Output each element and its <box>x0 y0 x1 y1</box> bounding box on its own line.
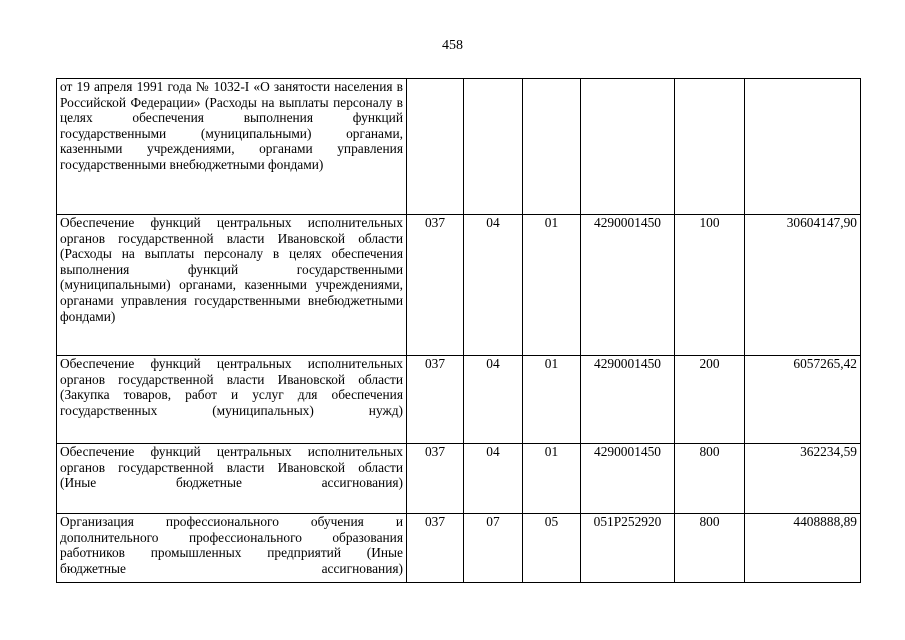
section-code <box>464 79 523 215</box>
admin-code: 037 <box>407 215 464 356</box>
admin-code: 037 <box>407 356 464 444</box>
table-row <box>57 215 861 356</box>
table-row <box>57 444 861 514</box>
subsection-code: 01 <box>523 444 581 514</box>
amount: 362234,59 <box>745 444 861 514</box>
row-description: Организация профессионального обучения и дополнительного профессионального образования работников промышленных предприятий (Иные бюджетные ассигнования) <box>57 514 407 583</box>
budget-table <box>56 78 861 583</box>
admin-code: 037 <box>407 514 464 583</box>
expense-type-code <box>675 79 745 215</box>
target-article-code: 051P252920 <box>581 514 675 583</box>
subsection-code: 05 <box>523 514 581 583</box>
section-code: 04 <box>464 356 523 444</box>
row-description: Обеспечение функций центральных исполнительных органов государственной власти Ивановской области (Расходы на выплаты персоналу в целях обеспечения выполнения функций государственными (муниципальными) органами, казенными учреждениями, органами управления государственными внебюджетными фондами) <box>57 215 407 356</box>
row-description: от 19 апреля 1991 года № 1032-I «О занятости населения в Российской Федерации» (Расходы на выплаты персоналу в целях обеспечения выполнения функций государственными (муниципальными) органами, казенными учреждениями, органами управления государственными внебюджетными фондами) <box>57 79 407 215</box>
target-article-code: 4290001450 <box>581 215 675 356</box>
subsection-code <box>523 79 581 215</box>
page-number: 458 <box>442 38 463 53</box>
admin-code: 037 <box>407 444 464 514</box>
admin-code <box>407 79 464 215</box>
expense-type-code: 800 <box>675 444 745 514</box>
expense-type-code: 100 <box>675 215 745 356</box>
subsection-code: 01 <box>523 215 581 356</box>
section-code: 04 <box>464 215 523 356</box>
amount: 4408888,89 <box>745 514 861 583</box>
section-code: 07 <box>464 514 523 583</box>
expense-type-code: 200 <box>675 356 745 444</box>
expense-type-code: 800 <box>675 514 745 583</box>
row-description: Обеспечение функций центральных исполнительных органов государственной власти Ивановской области (Иные бюджетные ассигнования) <box>57 444 407 514</box>
table-row <box>57 356 861 444</box>
table-row <box>57 514 861 583</box>
target-article-code: 4290001450 <box>581 356 675 444</box>
subsection-code: 01 <box>523 356 581 444</box>
amount <box>745 79 861 215</box>
amount: 30604147,90 <box>745 215 861 356</box>
target-article-code: 4290001450 <box>581 444 675 514</box>
row-description: Обеспечение функций центральных исполнительных органов государственной власти Ивановской области (Закупка товаров, работ и услуг для обеспечения государственных (муниципальных) нужд) <box>57 356 407 444</box>
section-code: 04 <box>464 444 523 514</box>
target-article-code <box>581 79 675 215</box>
table-row <box>57 79 861 215</box>
amount: 6057265,42 <box>745 356 861 444</box>
